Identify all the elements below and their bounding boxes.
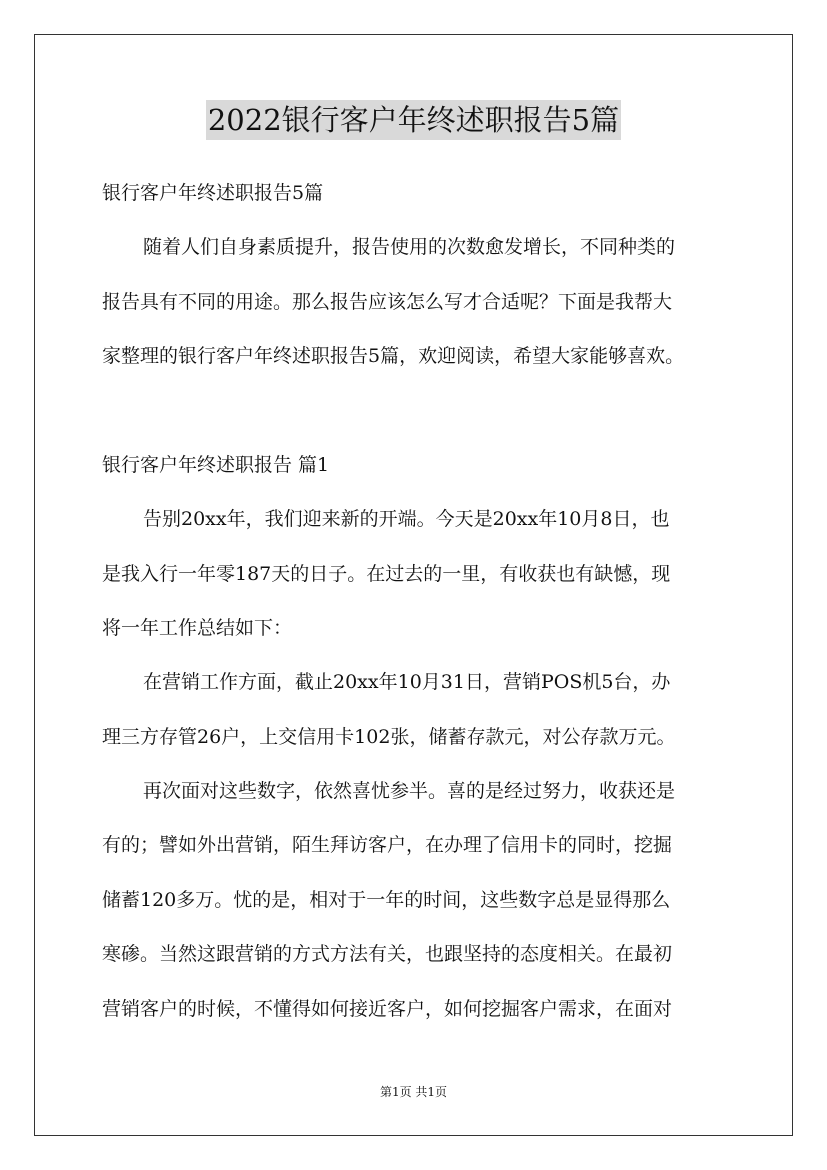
document-title: 2022银行客户年终述职报告5篇 bbox=[206, 100, 621, 140]
page-footer: 第1页 共1页 bbox=[379, 1085, 448, 1099]
intro-line-1: 随着人们自身素质提升，报告使用的次数愈发增长，不同种类的 bbox=[143, 236, 676, 258]
body-line-10: 营销客户的时候，不懂得如何接近客户，如何挖掘客户需求，在面对 bbox=[102, 998, 673, 1020]
body-line-8: 储蓄120多万。忧的是，相对于一年的时间，这些数字总是显得那么 bbox=[102, 889, 671, 911]
body-line-9: 寒碜。当然这跟营销的方式方法有关，也跟坚持的态度相关。在最初 bbox=[102, 943, 673, 965]
title-container bbox=[0, 100, 827, 140]
body-line-1: 告别20xx年，我们迎来新的开端。今天是20xx年10月8日，也 bbox=[143, 508, 670, 530]
intro-line-2: 报告具有不同的用途。那么报告应该怎么写才合适呢？下面是我帮大 bbox=[102, 291, 673, 313]
body-line-2: 是我入行一年零187天的日子。在过去的一里，有收获也有缺憾，现 bbox=[102, 563, 671, 585]
body-line-4: 在营销工作方面，截止20xx年10月31日，营销POS机5台，办 bbox=[143, 671, 671, 693]
body-line-3: 将一年工作总结如下： bbox=[102, 617, 293, 639]
intro-line-3: 家整理的银行客户年终述职报告5篇，欢迎阅读，希望大家能够喜欢。 bbox=[102, 345, 685, 367]
body-line-7: 有的；譬如外出营销，陌生拜访客户，在办理了信用卡的同时，挖掘 bbox=[102, 834, 673, 856]
section-heading: 银行客户年终述职报告 篇1 bbox=[102, 454, 330, 476]
body-line-5: 理三方存管26户，上交信用卡102张，储蓄存款元，对公存款万元。 bbox=[102, 726, 676, 748]
subtitle: 银行客户年终述职报告5篇 bbox=[102, 182, 324, 204]
body-line-6: 再次面对这些数字，依然喜忧参半。喜的是经过努力，收获还是 bbox=[143, 780, 676, 802]
